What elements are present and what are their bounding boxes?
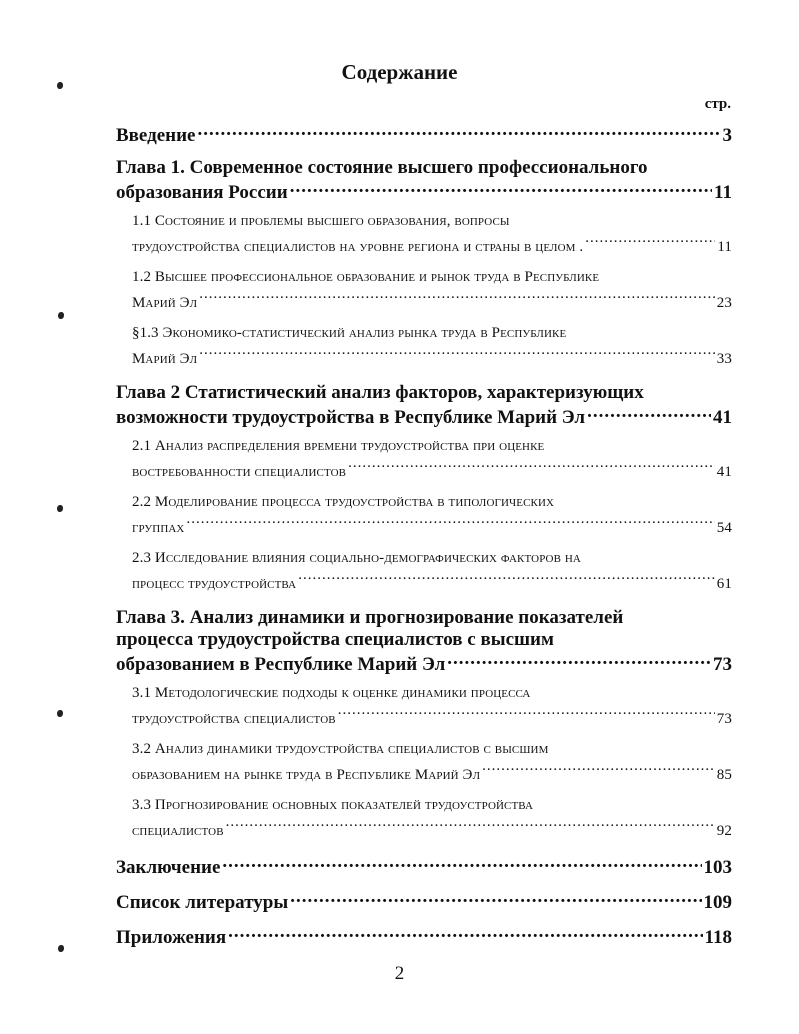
- toc-entry-last-line: [132, 818, 732, 844]
- scan-dot: [57, 82, 63, 89]
- page-number: 2: [394, 963, 405, 984]
- page-title: Содержание: [341, 60, 458, 84]
- toc-entry-title-line: процесс трудоустройства: [132, 576, 297, 592]
- toc-section-entry: [132, 489, 732, 541]
- toc-entry-title-line: возможности трудоустройства в Республике Марий Эл: [116, 407, 586, 428]
- toc-chapter-entry: [116, 122, 732, 147]
- dot-leader: [447, 651, 711, 670]
- table-of-contents: [116, 122, 732, 949]
- toc-entry-title-line: образованием в Республике Марий Эл: [116, 654, 446, 675]
- dot-leader: [198, 122, 721, 141]
- toc-page-number: 73: [713, 654, 732, 675]
- toc-section-entry: [132, 680, 732, 732]
- toc-page-number: 11: [714, 182, 732, 203]
- toc-entry-title-line: Заключение: [116, 857, 221, 878]
- dot-leader: [482, 764, 715, 779]
- toc-entry-title-line: трудоустройства специалистов: [132, 711, 336, 727]
- toc-section-entry: [132, 264, 732, 316]
- dot-leader: [348, 461, 715, 476]
- dot-leader: [186, 517, 714, 532]
- toc-entry-title-line: специалистов: [132, 823, 224, 839]
- dot-leader: [298, 573, 715, 588]
- toc-page-number: 103: [703, 857, 732, 878]
- scan-dot: [58, 945, 64, 952]
- toc-page-number: 109: [703, 892, 732, 913]
- toc-entry-title-line: Глава 1. Современное состояние высшего профессионального: [116, 157, 648, 178]
- toc-page-number: 92: [716, 823, 732, 839]
- toc-entry-last-line: [116, 179, 732, 204]
- dot-leader: [199, 292, 715, 307]
- toc-entry-title-line: востребованности специалистов: [132, 464, 347, 480]
- toc-page-number: 23: [716, 295, 732, 311]
- dot-leader: [222, 854, 701, 873]
- toc-entry-title-line: группах: [132, 520, 185, 536]
- toc-entry-last-line: [132, 346, 732, 372]
- toc-entry-last-line: [132, 515, 732, 541]
- toc-entry-last-line: [116, 404, 732, 429]
- toc-page-number: 118: [704, 927, 732, 948]
- toc-entry-title-line: Марий Эл: [132, 295, 198, 311]
- toc-entry-last-line: [132, 290, 732, 316]
- scan-dot: [57, 710, 63, 717]
- toc-section-entry: [132, 433, 732, 485]
- toc-entry-title-line: 3.1 Методологические подходы к оценке динамики процесса: [132, 685, 531, 701]
- toc-page-number: 3: [722, 125, 732, 146]
- toc-entry-title-line: Введение: [116, 125, 196, 146]
- toc-entry-title-line: §1.3 Экономико-статистический анализ рынка труда в Республике: [132, 325, 567, 341]
- toc-entry-last-line: [116, 924, 732, 949]
- dot-leader: [290, 179, 712, 198]
- toc-entry-title-line: 1.1 Состояние и проблемы высшего образования, вопросы: [132, 213, 510, 229]
- dot-leader: [226, 820, 715, 835]
- toc-entry-last-line: [116, 854, 732, 879]
- toc-section-entry: [132, 208, 732, 260]
- toc-chapter-entry: [116, 607, 732, 676]
- dot-leader: [199, 348, 715, 363]
- toc-entry-last-line: [132, 762, 732, 788]
- toc-entry-title-line: процесса трудоустройства специалистов с высшим: [116, 629, 554, 650]
- toc-entry-title-line: 1.2 Высшее профессиональное образование и рынок труда в Республике: [132, 269, 600, 285]
- toc-page-number: 85: [716, 767, 732, 783]
- toc-entry-title-line: 3.2 Анализ динамики трудоустройства специалистов с высшим: [132, 741, 549, 757]
- toc-chapter-entry: [116, 382, 732, 429]
- toc-chapter-entry: [116, 157, 732, 204]
- toc-section-entry: [132, 320, 732, 372]
- toc-section-entry: [132, 792, 732, 844]
- toc-entry-last-line: [116, 889, 732, 914]
- dot-leader: [587, 404, 711, 423]
- toc-page-number: 11: [717, 239, 732, 255]
- dot-leader: [290, 889, 701, 908]
- toc-chapter-entry: [116, 889, 732, 914]
- dot-leader: [585, 236, 715, 251]
- toc-entry-title-line: 2.1 Анализ распределения времени трудоустройства при оценке: [132, 438, 545, 454]
- dot-leader: [338, 708, 715, 723]
- toc-entry-title-line: Марий Эл: [132, 351, 198, 367]
- toc-section-entry: [132, 736, 732, 788]
- toc-page-number: 41: [716, 464, 732, 480]
- toc-entry-last-line: [132, 234, 732, 260]
- page-column-label: стр.: [704, 96, 731, 112]
- toc-entry-title-line: Глава 3. Анализ динамики и прогнозирование показателей: [116, 607, 624, 628]
- toc-entry-title-line: образованием на рынке труда в Республике Марий Эл: [132, 767, 481, 783]
- toc-entry-title-line: 2.2 Моделирование процесса трудоустройства в типологических: [132, 494, 555, 510]
- toc-entry-last-line: [132, 459, 732, 485]
- toc-page-number: 73: [716, 711, 732, 727]
- toc-entry-title-line: 3.3 Прогнозирование основных показателей трудоустройства: [132, 797, 534, 813]
- toc-page-number: 61: [716, 576, 732, 592]
- toc-entry-title-line: Глава 2 Статистический анализ факторов, характеризующих: [116, 382, 644, 403]
- toc-entry-title-line: Приложения: [116, 927, 227, 948]
- toc-entry-title-line: Список литературы: [116, 892, 289, 913]
- toc-entry-title-line: образования России: [116, 182, 288, 203]
- toc-entry-last-line: [116, 651, 732, 676]
- toc-entry-title-line: трудоустройства специалистов на уровне региона и страны в целом .: [132, 239, 584, 255]
- scan-dot: [58, 312, 64, 319]
- toc-chapter-entry: [116, 924, 732, 949]
- toc-section-entry: [132, 545, 732, 597]
- dot-leader: [228, 924, 702, 943]
- toc-entry-last-line: [116, 122, 732, 147]
- toc-chapter-entry: [116, 854, 732, 879]
- toc-page-number: 54: [716, 520, 732, 536]
- toc-entry-title-line: 2.3 Исследование влияния социально-демографических факторов на: [132, 550, 581, 566]
- toc-page-number: 33: [716, 351, 732, 367]
- toc-entry-last-line: [132, 571, 732, 597]
- toc-entry-last-line: [132, 706, 732, 732]
- toc-page-number: 41: [713, 407, 732, 428]
- scan-dot: [57, 505, 63, 512]
